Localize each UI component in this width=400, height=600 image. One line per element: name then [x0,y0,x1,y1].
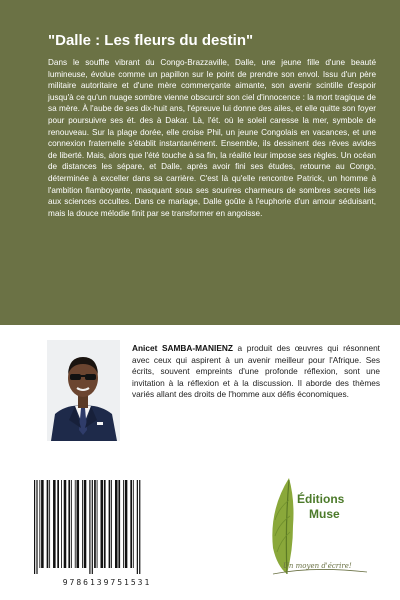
book-blurb: Dans le souffle vibrant du Congo-Brazzaville, Dalle, une jeune fille d'une beauté lumineuse, évolue comme un papillon sur le point de prendre son envol. Issu d'un père militaire autoritaire et d'une mère commerçante aimante, son avenir scintille d'espoir jusqu'à ce qu'un nuage sombre vienne obscurcir son ciel d'innocence : la mort tragique de sa mère. À l'aube de ses dix-huit ans, l'épreuve lui donne des ailes, et elle quitte son foyer pour poursuivre ses ét. des à Dakar. Là, l'ét. où le soleil caresse la mer, symbole de renouveau. Sur la plage dorée, elle croise Phil, un jeune Congolais en vacances, et une connexion fraternelle s'établit instantanément. Ensemble, ils dessinent des rêves avides de liberté. Mais, alors que l'été touche à sa fin, la réalité leur impose ses règles. Un océan de distances les sépare, et Dalle, après avoir fini ses études, retourne au Congo, déterminée à exceller dans sa carrière. C'est là qu'elle rencontre Patrick, un homme à l'ambition flamboyante, masquant sous ses sourires charmeurs de sombres secrets liés aux sciences occultes. Dans ce mariage, Dalle goûte à l'euphorie d'un amour séduisant, mais la douce mélodie finit par se transformer en angoisse. [48,58,376,218]
barcode-bar [71,480,72,568]
author-name: Anicet SAMBA-MANIENZ [132,343,233,353]
barcode-image [28,478,186,576]
barcode-bar [115,480,118,568]
barcode-bar [57,480,59,568]
publisher-signature: Un moyen d'écrire! [283,562,352,570]
book-title: "Dalle : Les fleurs du destin" [48,32,254,49]
barcode-bar [77,480,80,568]
barcode-bar [123,480,124,568]
author-photo [47,340,120,441]
barcode-bar [53,480,56,568]
barcode-bar [47,480,49,568]
barcode-bar [133,480,134,568]
barcode-bar [118,480,120,568]
barcode-bar [139,480,140,574]
barcode-bar [104,480,106,568]
barcode-bar [111,480,112,568]
publisher-name-line1: Éditions [297,492,345,506]
barcode-bar [68,480,70,568]
publisher-name-line2: Muse [309,507,340,521]
isbn-barcode [28,478,186,588]
publisher-logo [263,470,375,580]
barcode-bar [97,480,98,568]
barcode-number: 9786139751531 [62,578,152,587]
barcode-bar [36,480,37,574]
author-portrait-image [47,340,120,441]
barcode-bar [34,480,35,574]
barcode-bar [84,480,87,568]
barcode-bar [41,480,44,568]
author-bio-text: a produit des œuvres qui résonnent avec ceux qui aspirent à un avenir meilleur pour l'Afrique. Ses écrits, souvent empreints d'une profonde réflexion, sont une invitation à la réflexion et à la discussion. Il aborde des thèmes variés allant des droits de l'homme aux défis économiques. [132,343,380,400]
barcode-bar [75,480,76,568]
barcode-bar [64,480,67,568]
barcode-bar [39,480,40,568]
barcode-bar [49,480,50,568]
barcode-bar [101,480,104,568]
barcode-bar [61,480,62,568]
author-bio [132,343,380,401]
barcode-bar [137,480,138,574]
barcode-bar [89,480,90,574]
barcode-bar [92,480,93,574]
barcode-bar [130,480,132,568]
barcode-bar [109,480,111,568]
barcode-bar [125,480,128,568]
barcode-bar [82,480,83,568]
barcode-bar [94,480,96,568]
